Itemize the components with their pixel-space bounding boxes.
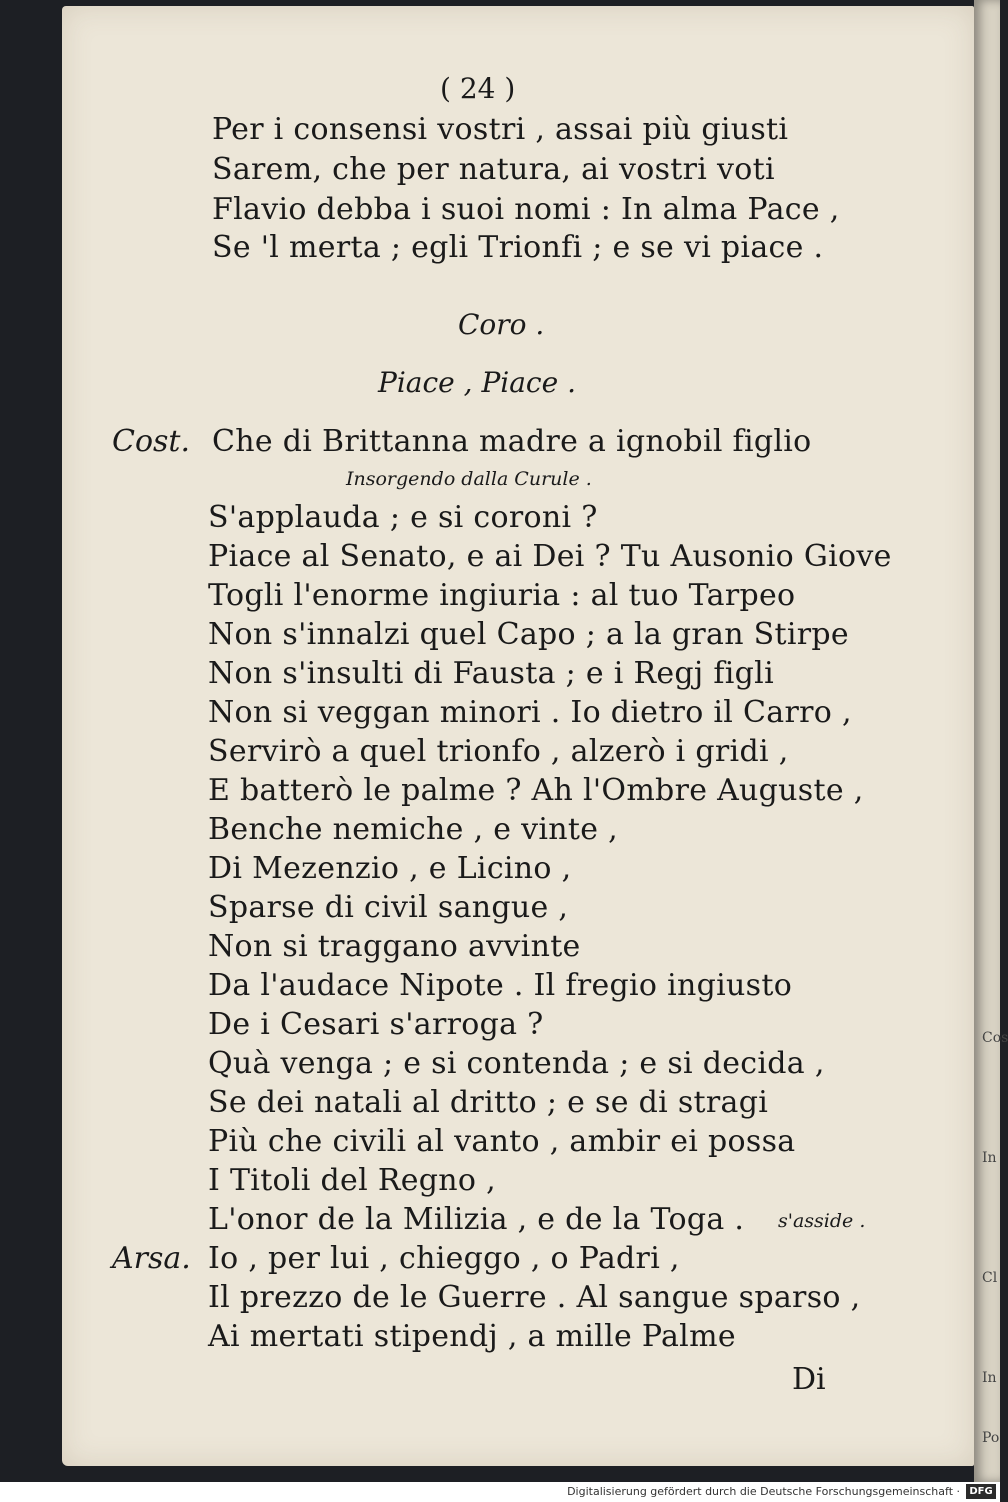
- verse-line: Benche nemiche , e vinte ,: [208, 812, 618, 847]
- adjacent-page-mark: Po: [982, 1430, 1000, 1446]
- verse-line: De i Cesari s'arroga ?: [208, 1007, 544, 1042]
- verse-line: Flavio debba i suoi nomi : In alma Pace ,: [212, 192, 840, 227]
- verse-line: Più che civili al vanto , ambir ei possa: [208, 1124, 796, 1159]
- verse-line: Io , per lui , chieggo , o Padri ,: [208, 1241, 680, 1276]
- verse-line: Se dei natali al dritto ; e se di stragi: [208, 1085, 769, 1120]
- adjacent-page-mark: In: [982, 1370, 997, 1386]
- speaker-label: Arsa.: [112, 1241, 191, 1276]
- footer-credit: Digitalisierung gefördert durch die Deutsche Forschungsgemeinschaft ·: [567, 1485, 960, 1498]
- verse-line: Non si traggano avvinte: [208, 929, 581, 964]
- verse-line: I Titoli del Regno ,: [208, 1163, 496, 1198]
- stage-direction: s'asside .: [778, 1210, 866, 1232]
- verse-line: Servirò a quel trionfo , alzerò i gridi ,: [208, 734, 789, 769]
- dfg-logo: DFG: [966, 1484, 996, 1499]
- verse-line: Che di Brittanna madre a ignobil figlio: [212, 424, 812, 459]
- verse-line: Se 'l merta ; egli Trionfi ; e se vi piace .: [212, 230, 824, 265]
- verse-line: Sparse di civil sangue ,: [208, 890, 569, 925]
- stage-direction: Insorgendo dalla Curule .: [346, 468, 592, 490]
- verse-line: S'applauda ; e si coroni ?: [208, 500, 598, 535]
- verse-line: Non si veggan minori . Io dietro il Carro ,: [208, 695, 852, 730]
- verse-line: Di Mezenzio , e Licino ,: [208, 851, 572, 886]
- verse-line: E batterò le palme ? Ah l'Ombre Auguste ,: [208, 773, 864, 808]
- verse-line: Non s'innalzi quel Capo ; a la gran Stirpe: [208, 617, 849, 652]
- speaker-label: Cost.: [112, 424, 191, 459]
- verse-line: Non s'insulti di Fausta ; e i Regj figli: [208, 656, 774, 691]
- adjacent-page-mark: Cos: [982, 1030, 1008, 1046]
- adjacent-page-mark: Cl: [982, 1270, 998, 1286]
- verse-line: Piace al Senato, e ai Dei ? Tu Ausonio Giove: [208, 539, 892, 574]
- chorus-heading: Coro .: [458, 308, 545, 341]
- verse-line: Quà venga ; e si contenda ; e si decida ,: [208, 1046, 825, 1081]
- verse-line: Togli l'enorme ingiuria : al tuo Tarpeo: [208, 578, 796, 613]
- verse-line: Da l'audace Nipote . Il fregio ingiusto: [208, 968, 793, 1003]
- verse-line: L'onor de la Milizia , e de la Toga .: [208, 1202, 745, 1237]
- catchword: Di: [792, 1362, 826, 1397]
- page-number: ( 24 ): [440, 72, 516, 105]
- verse-line: Sarem, che per natura, ai vostri voti: [212, 152, 775, 187]
- chorus-line: Piace , Piace .: [378, 366, 576, 399]
- verse-line: Il prezzo de le Guerre . Al sangue sparso ,: [208, 1280, 861, 1315]
- adjacent-page-edge: [974, 0, 1000, 1482]
- digitization-footer: [0, 1482, 1000, 1502]
- adjacent-page-mark: In: [982, 1150, 997, 1166]
- verse-line: Ai mertati stipendj , a mille Palme: [208, 1319, 736, 1354]
- verse-line: Per i consensi vostri , assai più giusti: [212, 112, 789, 147]
